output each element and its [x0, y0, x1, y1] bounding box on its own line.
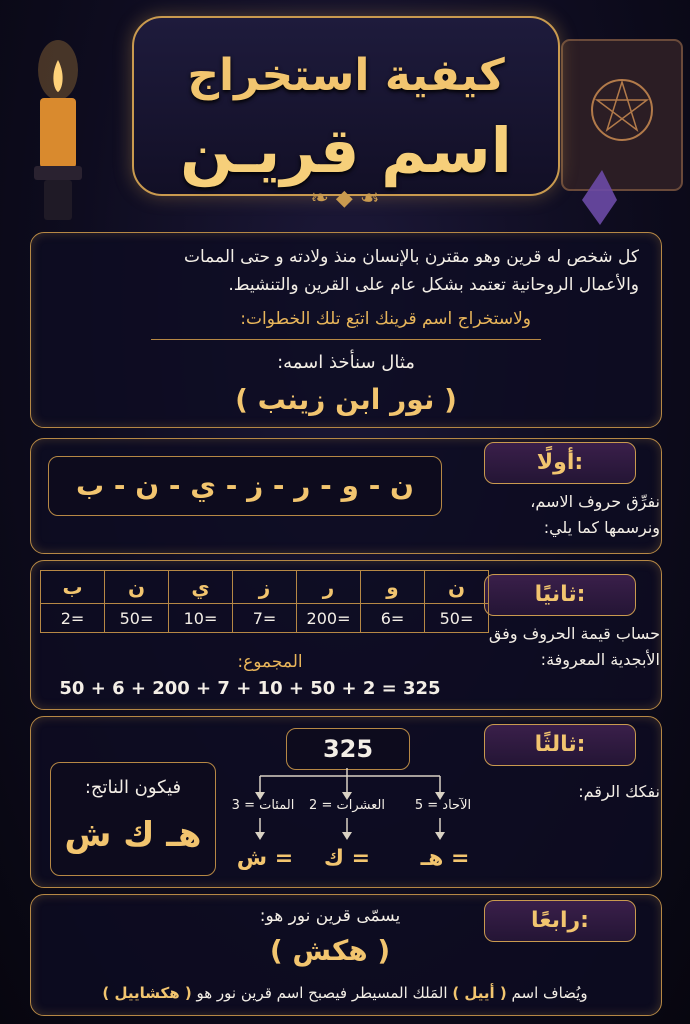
name-letters-box: ن - و - ر - ز - ي - ن - ب: [48, 456, 442, 516]
abjad-letter: ن: [105, 571, 169, 604]
step2-badge: ثانيًا:: [484, 574, 636, 616]
ornament-divider: ❧ ◆ ☙: [310, 186, 380, 211]
step2-desc-1: حساب قيمة الحروف وفق: [488, 624, 660, 643]
step1-badge: أولًا:: [484, 442, 636, 484]
intro-line-1: كل شخص له قرين وهو مقترن بالإنسان منذ ولادته و حتى الممات: [184, 247, 639, 267]
abjad-value: =50: [425, 604, 489, 633]
sum-expression: 50 + 6 + 200 + 7 + 10 + 50 + 2 = 325: [59, 678, 441, 699]
step1-desc-2: ونرسمها كما يلي:: [543, 518, 660, 537]
intro-divider: [151, 339, 541, 340]
final-qareen-name: ( هكشاييل ): [102, 984, 192, 1002]
abjad-letter: ر: [297, 571, 361, 604]
step3-desc: نفكك الرقم:: [578, 782, 660, 801]
result-letters: هـ ك ش: [64, 815, 202, 855]
ones-letter: = هـ: [420, 846, 470, 871]
abjad-value: =200: [297, 604, 361, 633]
abjad-value: =7: [233, 604, 297, 633]
example-name: ( نور ابن زينب ): [235, 383, 457, 416]
step1-desc-1: نفرِّق حروف الاسم،: [530, 492, 660, 511]
hundreds-label: المئات = 3: [231, 798, 295, 813]
final-sentence: [40, 984, 650, 1002]
candle-icon: [18, 30, 98, 230]
tens-letter: = ك: [323, 846, 371, 871]
number-box: 325: [286, 728, 410, 770]
abjad-letter: ب: [41, 571, 105, 604]
spellbook-icon: [552, 30, 687, 230]
abjad-letter: ي: [169, 571, 233, 604]
abjad-value: =10: [169, 604, 233, 633]
step4-badge: رابعًا:: [484, 900, 636, 942]
abjad-letter: و: [361, 571, 425, 604]
ones-label: الآحاد = 5: [414, 798, 472, 813]
final-part-c: المَلك المسيطر فيصبح اسم قرين نور هو: [196, 984, 448, 1002]
abjad-value: =2: [41, 604, 105, 633]
abjad-value: =6: [361, 604, 425, 633]
title-banner: [132, 16, 560, 196]
abjad-letter: ن: [425, 571, 489, 604]
result-box: [50, 762, 216, 876]
intro-line-3: ولاستخراج اسم قرينك اتبَع تلك الخطوات:: [240, 309, 531, 329]
abjad-letter: ز: [233, 571, 297, 604]
final-part-a: ويُضاف اسم: [511, 984, 588, 1002]
title-line-2: اسم قريـن: [180, 114, 512, 187]
intro-line-2: والأعمال الروحانية تعتمد بشكل عام على القرين والتنشيط.: [228, 275, 639, 295]
sum-label: المجموع:: [237, 652, 303, 672]
result-label: فيكون الناتج:: [84, 777, 182, 798]
abjad-table: [40, 570, 489, 633]
example-label: مثال سنأخذ اسمه:: [277, 352, 415, 373]
abjad-value: =50: [105, 604, 169, 633]
title-line-1: كيفية استخراج: [187, 50, 505, 101]
step2-desc-2: الأبجدية المعروفة:: [540, 650, 660, 669]
hundreds-letter: = ش: [236, 846, 294, 871]
final-angel-name: ( أييل ): [452, 984, 507, 1002]
qareen-name: ( هكش ): [269, 934, 391, 967]
tens-label: العشرات = 2: [309, 798, 385, 813]
down-arrows: [240, 818, 460, 844]
step3-badge: ثالثًا:: [484, 724, 636, 766]
step4-line-1: يسمّى قرين نور هو:: [259, 906, 401, 926]
intro-panel: [30, 232, 662, 428]
